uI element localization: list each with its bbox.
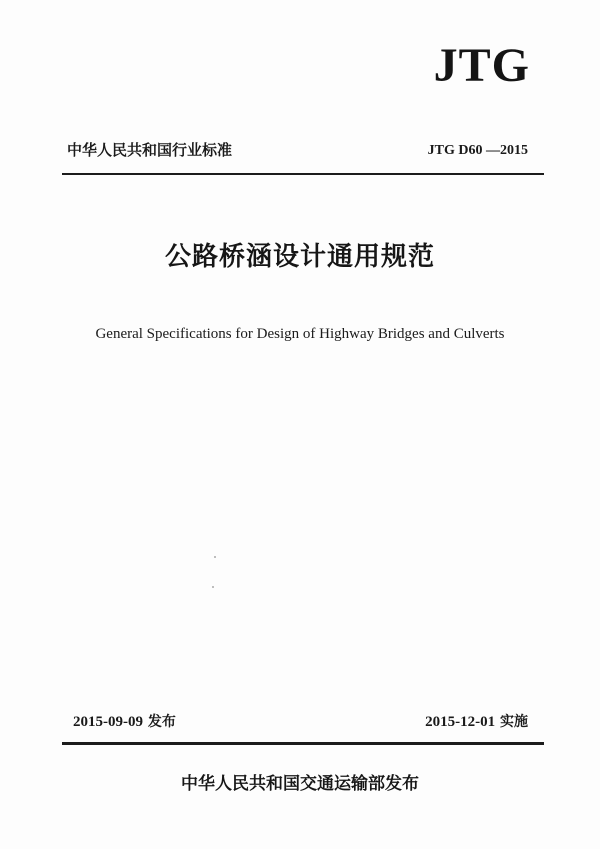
issue-date: 2015-09-09 [73, 714, 143, 730]
scan-speck [212, 586, 214, 588]
top-divider [62, 173, 544, 175]
jtg-logo: JTG [433, 39, 530, 92]
standard-code: JTG D60 —2015 [427, 143, 528, 158]
document-title-english: General Specifications for Design of Highway Bridges and Culverts [95, 326, 505, 342]
bottom-divider [62, 742, 544, 745]
publisher: 中华人民共和国交通运输部发布 [181, 774, 419, 794]
standard-category: 中华人民共和国行业标准 [67, 141, 233, 159]
issue-label: 发布 [147, 714, 176, 730]
implementation-date-line [425, 715, 528, 730]
issue-date-line [73, 715, 176, 730]
implementation-label: 实施 [500, 714, 528, 730]
scan-speck [214, 556, 216, 558]
document-title-chinese: 公路桥涵设计通用规范 [164, 242, 435, 272]
implementation-date: 2015-12-01 [425, 714, 496, 730]
